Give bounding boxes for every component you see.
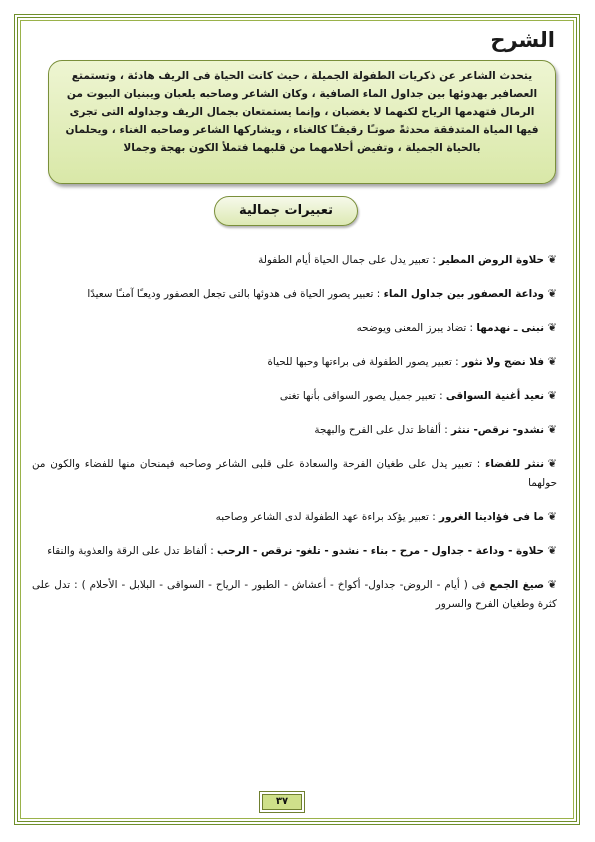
item-term: صيغ الجمع: [489, 579, 545, 591]
expressions-list: [32, 250, 557, 628]
item-term: وداعة العصفور بين جداول الماء: [383, 288, 544, 300]
leaf-bullet-icon: ❦: [547, 287, 557, 300]
item-term: نبنى ـ نهدمها: [476, 322, 544, 334]
item-term: ننثر للفضاء: [485, 458, 544, 470]
list-item: [32, 284, 557, 304]
list-item: [32, 420, 557, 440]
item-desc: : تعبير يؤكد براءة عهد الطفولة لدى الشاعر وصاحبه: [215, 511, 439, 523]
leaf-bullet-icon: ❦: [547, 544, 557, 557]
item-desc: : ألفاظ تدل على الفرح والبهجة: [314, 424, 451, 436]
item-term: نعيد أغنية السواقى: [445, 390, 544, 402]
leaf-bullet-icon: ❦: [547, 510, 557, 523]
list-item: [32, 318, 557, 338]
item-desc: : تعبير جميل يصور السواقى بأنها تغنى: [279, 390, 446, 402]
item-term: ما فى فؤادينا الغرور: [439, 511, 544, 523]
leaf-bullet-icon: ❦: [547, 423, 557, 436]
list-item: [32, 250, 557, 270]
leaf-bullet-icon: ❦: [547, 389, 557, 402]
item-desc: : تضاد يبرز المعنى ويوضحه: [356, 322, 477, 334]
item-term: فلا نضج ولا نثور: [461, 356, 544, 368]
leaf-bullet-icon: ❦: [547, 578, 558, 591]
item-desc: : ألفاظ تدل على الرقة والعذوبة والنقاء: [47, 545, 218, 557]
list-item: [32, 386, 557, 406]
section-heading: [214, 196, 358, 226]
item-desc: : تعبير يصور الحياة فى هدوئها بالتى تجعل العصفور وديعـًا آمنـًا سعيدًا: [87, 288, 384, 300]
explanation-text: يتحدث الشاعر عن ذكريات الطفولة الجميلة ، حيث كانت الحياة فى الريف هادئة ، وتستمتع العصافير بهدوئها بين جداول الماء الصافية ، وكان الشاعر وصاحبه يلعبان ويبنيان البيوت من الرمال فتهدمها الرياح لكنهما لا يغضبان ، وإنما يستمتعان بجمال الريف وجداوله التى تجرى فيها المياة المتدفقة محدثةً صوتـًا رقيقـًا كالغناء ، ويشاركها الشاعر وصاحبه الغناء ، ويحلمان بالحياة الجميلة ، وتفيض أحلامهما من قلبهما فتملأ الكون بهجة وجمالا: [65, 70, 539, 154]
page-number-label: ٣٧: [275, 796, 289, 807]
leaf-bullet-icon: ❦: [547, 253, 557, 266]
leaf-bullet-icon: ❦: [547, 355, 557, 368]
item-term: حلاوة الروض المطير: [439, 254, 544, 266]
list-item: [32, 352, 557, 372]
item-term: نشدو- نرقص- ننثر: [451, 424, 544, 436]
leaf-bullet-icon: ❦: [547, 321, 557, 334]
item-desc: : تعبير يدل على جمال الحياة أيام الطفولة: [258, 254, 440, 266]
list-item: [32, 541, 557, 561]
list-item: [32, 507, 557, 527]
list-item: [32, 454, 557, 493]
item-desc: : تعبير يدل على طغيان الفرحة والسعادة على قلبى الشاعر وصاحبه فيمنحان منها للفضاء والكون من حولهما: [32, 458, 557, 489]
item-desc: : تعبير يصور الطفولة فى براءتها وحبها للحياة: [267, 356, 462, 368]
leaf-bullet-icon: ❦: [547, 457, 557, 470]
page-number: [262, 794, 302, 810]
list-item: [32, 575, 557, 614]
explanation-title: الشرح: [490, 28, 555, 52]
explanation-box: [48, 60, 556, 184]
item-term: حلاوة - وداعة - جداول - مرح - بناء - نشدو - تلغو- نرقص - الرحب: [217, 545, 544, 557]
item-desc: فى ( أيام - الروض- جداول- أكواخ - أعشاش - الطيور - الرياح - السواقى - البلابل - الأحلام ) : تدل على كثرة وطغيان الفرح والسرور: [32, 579, 557, 610]
section-heading-label: تعبيرات جمالية: [238, 203, 333, 218]
